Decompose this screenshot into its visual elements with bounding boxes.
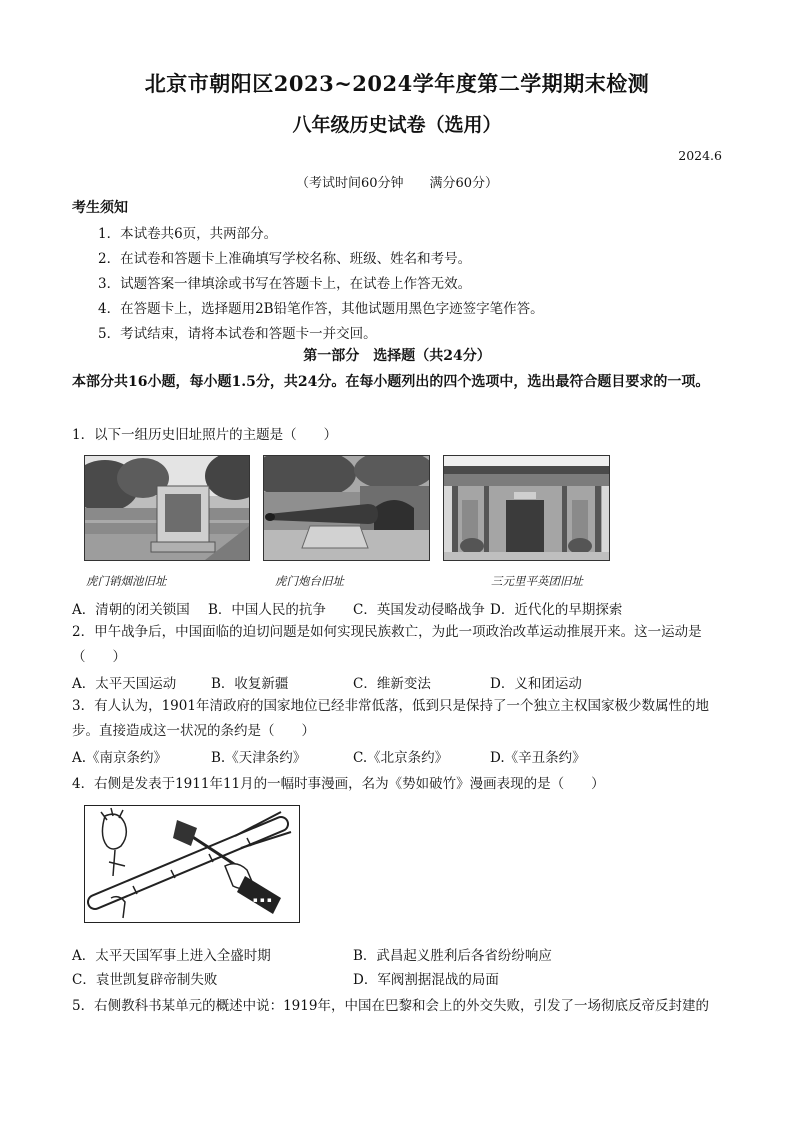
cartoon-bamboo-splitting-image bbox=[85, 806, 299, 922]
photo-opium-pool-image bbox=[85, 456, 249, 560]
svg-text:▪ ▪ ▪: ▪ ▪ ▪ bbox=[253, 896, 272, 904]
q4-option-a: A．太平天国军事上进入全盛时期 bbox=[72, 948, 271, 964]
question-4-stem: 4．右侧是发表于1911年11月的一幅时事漫画，名为《势如破竹》漫画表现的是（ ） bbox=[72, 776, 605, 792]
section-intro: 本部分共16小题，每小题1.5分，共24分。在每小题列出的四个选项中，选出最符合题目要求的一项。 bbox=[72, 374, 710, 390]
notice-rule: 3．试题答案一律填涂或书写在答题卡上，在试卷上作答无效。 bbox=[98, 276, 472, 292]
q4-option-c: C．袁世凯复辟帝制失败 bbox=[72, 972, 218, 988]
notice-rule: 2．在试卷和答题卡上准确填写学校名称、班级、姓名和考号。 bbox=[98, 251, 472, 267]
photo-humen-fort-image bbox=[264, 456, 429, 560]
exam-date: 2024.6 bbox=[678, 148, 722, 163]
question-5-stem: 5．右侧教科书某单元的概述中说：1919年，中国在巴黎和会上的外交失败，引发了一场彻底反帝反封建的 bbox=[72, 998, 709, 1014]
photo-caption: 虎门销烟池旧址 bbox=[86, 574, 167, 588]
question-2-stem: 2．甲午战争后，中国面临的迫切问题是如何实现民族救亡，为此一项政治改革运动推展开来。这一运动是（ ） bbox=[72, 624, 702, 665]
exam-subtitle: 八年级历史试卷（选用） bbox=[292, 114, 502, 136]
photo-caption: 三元里平英团旧址 bbox=[491, 574, 583, 588]
q3-option-c: C.《北京条约》 bbox=[353, 750, 449, 766]
q3-option-d: D.《辛丑条约》 bbox=[490, 750, 586, 766]
notice-rule: 4．在答题卡上，选择题用2B铅笔作答，其他试题用黑色字迹签字笔作答。 bbox=[98, 301, 544, 317]
q2-option-b: B．收复新疆 bbox=[211, 676, 289, 692]
q2-option-c: C．维新变法 bbox=[353, 676, 431, 692]
q2-option-d: D．义和团运动 bbox=[490, 676, 582, 692]
q2-option-a: A．太平天国运动 bbox=[72, 676, 177, 692]
q4-option-b: B．武昌起义胜利后各省纷纷响应 bbox=[353, 948, 552, 964]
exam-time-info: （考试时间60分钟 满分60分） bbox=[295, 176, 499, 191]
exam-title: 北京市朝阳区2023~2024学年度第二学期期末检测 bbox=[144, 71, 650, 96]
notice-rule: 5．考试结束，请将本试卷和答题卡一并交回。 bbox=[98, 326, 377, 342]
q4-option-d: D．军阀割据混战的局面 bbox=[353, 972, 499, 988]
photo-humen-fort bbox=[263, 455, 430, 561]
photo-sanyuanli bbox=[443, 455, 610, 561]
photo-sanyuanli-image bbox=[444, 456, 609, 560]
q1-option-c: C．英国发动侵略战争 bbox=[353, 602, 485, 618]
notice-title: 考生须知 bbox=[72, 200, 128, 216]
q1-option-b: B．中国人民的抗争 bbox=[208, 602, 326, 618]
photo-caption: 虎门炮台旧址 bbox=[275, 574, 344, 588]
q3-option-a: A.《南京条约》 bbox=[72, 750, 168, 766]
q3-option-b: B.《天津条约》 bbox=[211, 750, 307, 766]
q1-option-d: D．近代化的早期探索 bbox=[490, 602, 623, 618]
q1-option-a: A．清朝的闭关锁国 bbox=[72, 602, 190, 618]
cartoon-bamboo-splitting bbox=[84, 805, 300, 923]
photo-opium-pool bbox=[84, 455, 250, 561]
notice-rule: 1．本试卷共6页，共两部分。 bbox=[98, 226, 278, 242]
section-title: 第一部分 选择题（共24分） bbox=[303, 348, 491, 364]
question-3-stem: 3．有人认为，1901年清政府的国家地位已经非常低落，低到只是保持了一个独立主权国家极少数属性的地步。直接造成这一状况的条约是（ ） bbox=[72, 698, 709, 739]
question-1-stem: 1．以下一组历史旧址照片的主题是（ ） bbox=[72, 427, 338, 443]
